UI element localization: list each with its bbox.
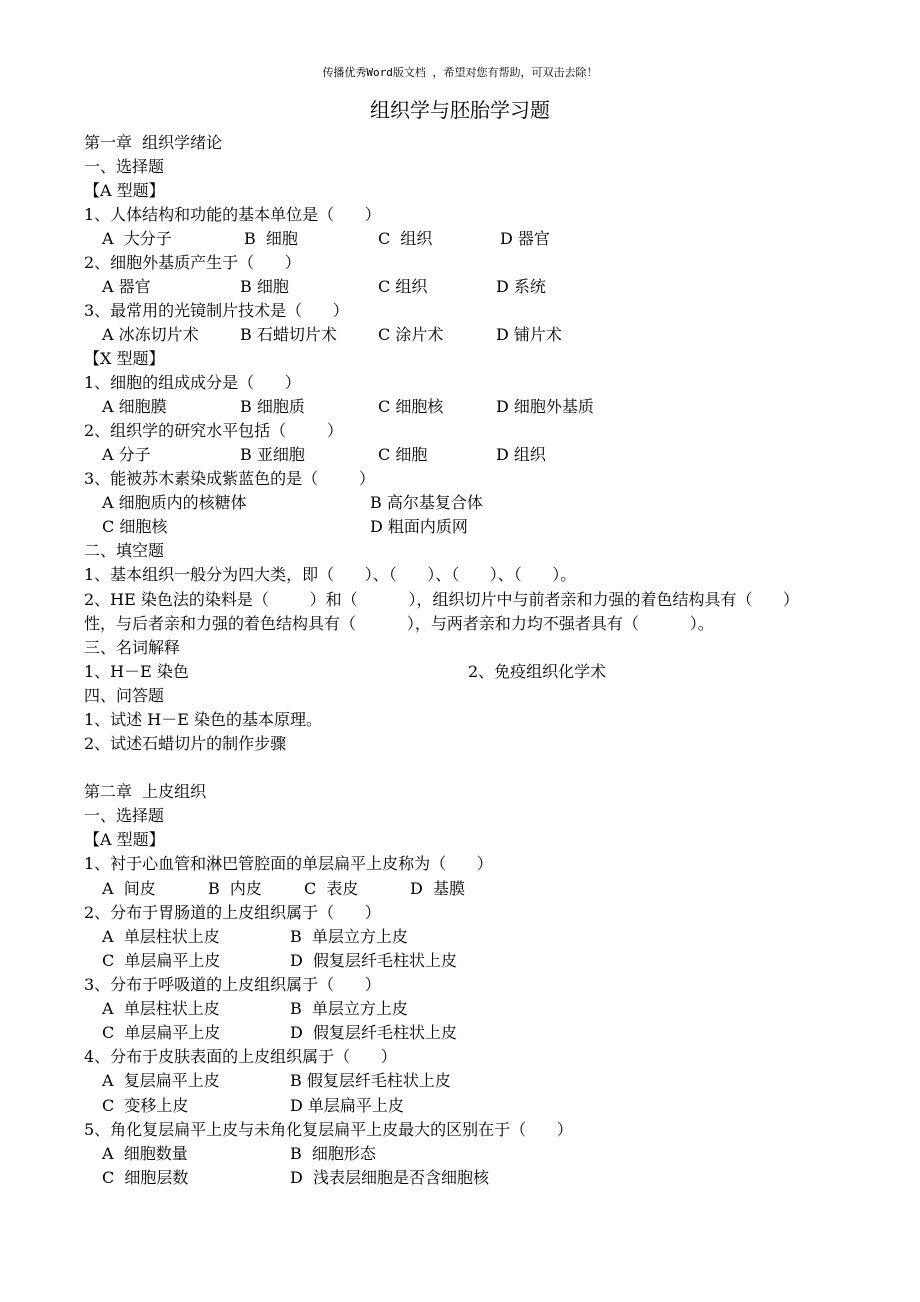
option-c: C 表皮 [304,879,359,898]
a-type-label: 【A 型题】 [84,830,165,849]
question: 2、组织学的研究水平包括（ ） [84,421,343,440]
option-c: C 细胞核 [378,397,444,416]
question: 1、人体结构和功能的基本单位是（ ） [84,205,381,224]
question: 3、能被苏木素染成紫蓝色的是（ ） [84,469,375,488]
option-b: B 高尔基复合体 [370,493,483,512]
option-d: D 单层扁平上皮 [290,1096,404,1115]
option-c: C 组织 [378,277,428,296]
question: 1、衬于心血管和淋巴管腔面的单层扁平上皮称为（ ） [84,854,493,873]
x-type-label: 【X 型题】 [84,349,165,368]
question: 1、细胞的组成成分是（ ） [84,373,301,392]
option-d: D 假复层纤毛柱状上皮 [290,951,458,970]
option-c: C 细胞层数 [102,1168,189,1187]
option-b: B 亚细胞 [240,445,305,464]
question: 2、分布于胃肠道的上皮组织属于（ ） [84,903,381,922]
fill-question: 1、基本组织一般分为四大类，即（ ）、（ ）、（ ）、（ ）。 [84,565,577,584]
option-d: D 系统 [496,277,546,296]
option-b: B 细胞 [240,277,289,296]
option-d: D 器官 [500,229,550,248]
option-b: B 石蜡切片术 [240,325,337,344]
section-choice: 一、选择题 [84,157,165,176]
section-terms: 三、名词解释 [84,638,181,657]
chapter-2-heading: 第二章 上皮组织 [84,782,207,801]
section-fill-blank: 二、填空题 [84,541,165,560]
question: 2、细胞外基质产生于（ ） [84,253,301,272]
option-c: C 细胞 [378,445,428,464]
question: 5、角化复层扁平上皮与未角化复层扁平上皮最大的区别在于（ ） [84,1120,573,1139]
option-d: D 粗面内质网 [370,517,468,536]
section-qa: 四、问答题 [84,686,165,705]
question: 3、最常用的光镜制片技术是（ ） [84,301,349,320]
option-b: B 单层立方上皮 [290,999,408,1018]
option-d: D 细胞外基质 [496,397,594,416]
option-a: A 冰冻切片术 [102,325,199,344]
qa-item: 2、试述石蜡切片的制作步骤 [84,734,287,753]
option-a: A 细胞数量 [102,1144,188,1163]
option-c: C 细胞核 [102,517,168,536]
option-d: D 假复层纤毛柱状上皮 [290,1023,458,1042]
option-d: D 铺片术 [496,325,562,344]
option-a: A 复层扁平上皮 [102,1071,220,1090]
term-item: 1、H－E 染色 [84,662,189,681]
option-a: A 细胞膜 [102,397,167,416]
option-c: C 组织 [378,229,433,248]
question: 3、分布于呼吸道的上皮组织属于（ ） [84,975,381,994]
term-item: 2、免疫组织化学术 [468,662,607,681]
question: 4、分布于皮肤表面的上皮组织属于（ ） [84,1047,397,1066]
option-b: B 内皮 [208,879,262,898]
page-header-note: 传播优秀Word版文档 ，希望对您有帮助，可双击去除！ [322,66,598,79]
option-a: A 细胞质内的核糖体 [102,493,247,512]
chapter-1-heading: 第一章 组织学绪论 [84,133,223,152]
option-b: B 细胞形态 [290,1144,376,1163]
option-c: C 变移上皮 [102,1096,189,1115]
option-a: A 器官 [102,277,151,296]
option-d: D 组织 [496,445,546,464]
option-c: C 单层扁平上皮 [102,1023,221,1042]
qa-item: 1、试述 H－E 染色的基本原理。 [84,710,322,729]
option-c: C 单层扁平上皮 [102,951,221,970]
option-a: A 单层柱状上皮 [102,927,220,946]
option-a: A 间皮 [102,879,156,898]
option-a: A 单层柱状上皮 [102,999,220,1018]
document-title: 组织学与胚胎学习题 [370,98,550,122]
a-type-label: 【A 型题】 [84,181,165,200]
option-d: D 浅表层细胞是否含细胞核 [290,1168,490,1187]
option-a: A 大分子 [102,229,172,248]
option-b: B 假复层纤毛柱状上皮 [290,1071,451,1090]
section-choice: 一、选择题 [84,806,165,825]
option-a: A 分子 [102,445,151,464]
option-b: B 细胞 [244,229,298,248]
fill-question-cont: 性，与后者亲和力强的着色结构具有（ ），与两者亲和力均不强者具有（ ）。 [84,614,714,633]
option-d: D 基膜 [410,879,466,898]
option-b: B 单层立方上皮 [290,927,408,946]
fill-question: 2、HE 染色法的染料是（ ）和（ ），组织切片中与前者亲和力强的着色结构具有（ ） [84,590,799,609]
option-c: C 涂片术 [378,325,444,344]
option-b: B 细胞质 [240,397,305,416]
